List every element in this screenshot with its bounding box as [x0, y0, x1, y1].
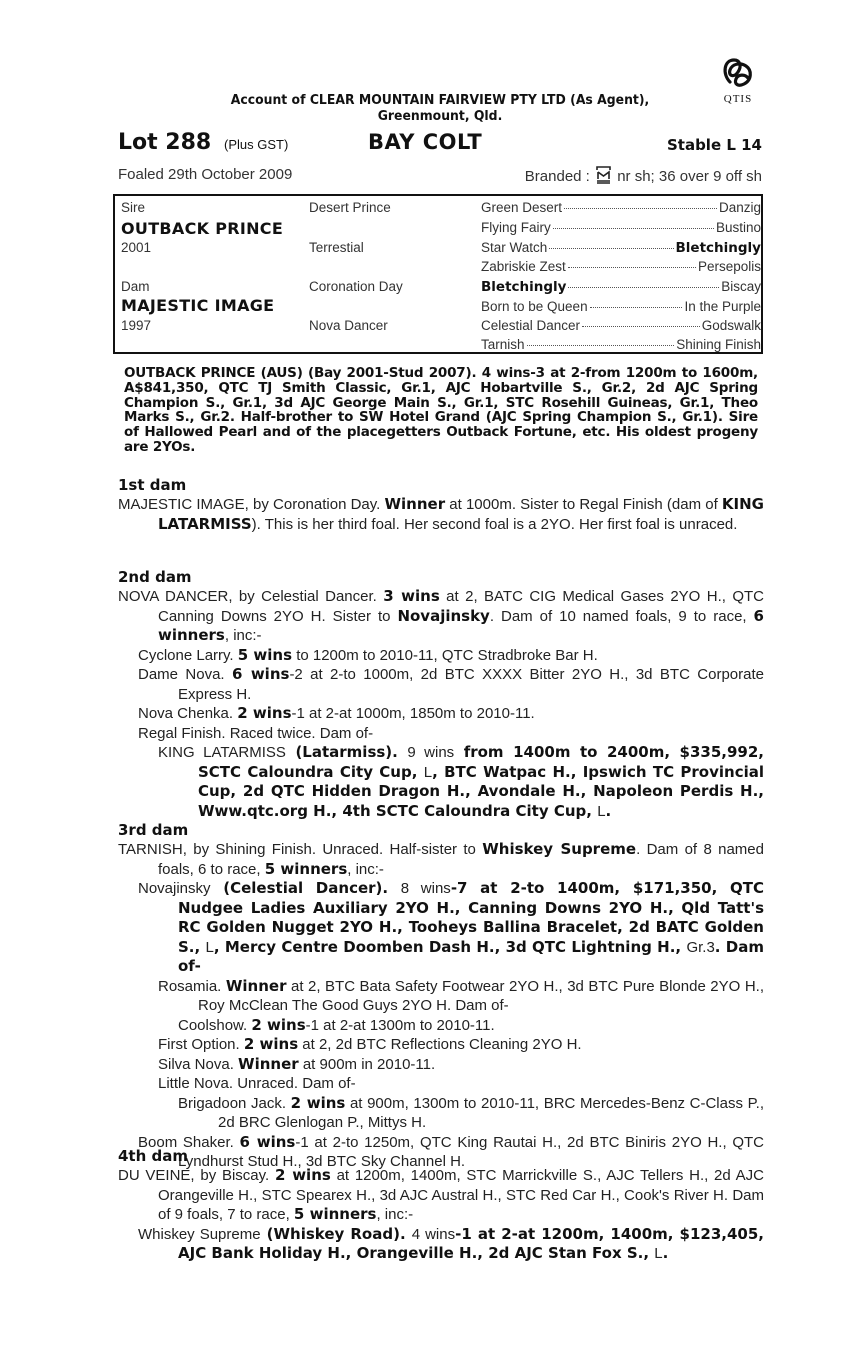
vendor-line-1: Account of CLEAR MOUNTAIN FAIRVIEW PTY LTD (As Agent),: [230, 92, 650, 108]
second-dam-heading: 2nd dam: [118, 568, 192, 586]
text-segment: -1 at 2-at 1000m, 1850m to 2010-11.: [291, 705, 535, 722]
text-segment: -1 at 2-to 1250m, QTC King Rautai H., 2d BTC Biniris 2YO H., QTC Lyndhurst Stud H., 3d BTC Sky Channel H.: [178, 1133, 765, 1170]
text-segment: -1 at 2-at 1300m to 2010-11.: [305, 1016, 495, 1034]
branded-prefix: Branded :: [524, 168, 590, 185]
text-segment: ). This is her third foal. Her second foal is a 2YO. Her first foal is unraced.: [251, 515, 738, 533]
text-segment: L: [597, 802, 606, 820]
lot-header: [118, 130, 764, 160]
ggp-right: Bustino: [715, 220, 761, 235]
text-segment: L: [654, 1245, 663, 1262]
bold-text: . Dam of-: [178, 937, 765, 975]
lot-sex-colour: BAY COLT: [368, 130, 483, 154]
progeny-dame-nova: [118, 665, 764, 704]
second-dam-section: [118, 568, 764, 821]
bold-text: Winner: [225, 976, 287, 995]
dam-dam: Nova Dancer: [309, 318, 388, 333]
ggp-right: Bletchingly: [675, 240, 761, 256]
bold-text: KING LATARMISS: [158, 495, 764, 533]
third-dam-heading: 3rd dam: [118, 821, 189, 839]
dot-leader: [527, 345, 675, 346]
dam-label: Dam: [121, 279, 150, 294]
bold-text: (Celestial Dancer).: [210, 879, 401, 897]
fourth-dam-section: [118, 1147, 764, 1264]
sire-label: Sire: [121, 200, 146, 215]
foaled-date: Foaled 29th October 2009: [118, 166, 293, 183]
text-segment: at 2, BATC CIG Medical Gases 2YO H., QTC Canning Downs 2YO H. Sister to: [158, 588, 764, 625]
ggp-left: Green Desert: [481, 200, 563, 215]
text-segment: Whiskey Supreme: [138, 1225, 261, 1243]
ggp-right: In the Purple: [684, 299, 761, 314]
text-segment: , inc:-: [347, 860, 384, 878]
ggp-left: Zabriskie Zest: [481, 259, 566, 274]
lot-number: Lot 288: [118, 130, 212, 155]
text-segment: Gr.3: [686, 938, 715, 956]
ggp-row: [481, 318, 761, 333]
ggp-row: [481, 220, 761, 235]
ggp-left: Bletchingly: [481, 279, 567, 295]
ggp-row: [481, 279, 761, 295]
progeny-whiskey-supreme: [118, 1225, 764, 1264]
vendor-block: [173, 92, 707, 124]
third-dam-section: [118, 821, 764, 1172]
bold-text: 2 wins: [243, 1035, 299, 1053]
pedigree-table: [113, 194, 763, 354]
text-segment: , inc:-: [224, 627, 262, 644]
text-segment: at 900m in 2010-11.: [298, 1055, 436, 1073]
dot-leader: [564, 208, 717, 209]
bold-text: 2 wins: [251, 1015, 306, 1034]
text-segment: to 1200m to 2010-11, QTC Stradbroke Bar H.: [292, 646, 598, 664]
progeny-little-nova: Little Nova. Unraced. Dam of-: [158, 1075, 356, 1092]
progeny-king-latarmiss: [118, 743, 764, 821]
brand-mark-icon: [596, 166, 611, 184]
bold-text: 3 wins: [383, 587, 440, 605]
bold-text: Winner: [238, 1054, 299, 1073]
third-dam-text: [118, 840, 764, 879]
first-dam-section: [118, 476, 764, 534]
bold-text: (Whiskey Road).: [260, 1224, 412, 1243]
bold-text: 6 wins: [239, 1132, 296, 1151]
text-segment: 8 wins: [400, 880, 451, 897]
progeny-novajinsky: [118, 879, 764, 977]
dam-sire: Coronation Day: [309, 279, 403, 294]
qtis-logo-text: QTIS: [723, 93, 753, 105]
bold-text: -7 at 2-to 1400m, $171,350, QTC Nudgee Ladies Auxiliary 2YO H., Canning Downs 2YO H., Qld Tatt's RC Golden Nugget 2YO H., Tooheys Ballina Bracelet, 2d BATC Golden S.,: [178, 879, 764, 956]
progeny-silva-nova: [118, 1055, 764, 1075]
text-segment: at 900m, 1300m to 2010-11, BRC Mercedes-Benz C-Class P., 2d BRC Glenlogan P., Mittys H.: [218, 1094, 765, 1131]
ggp-left: Celestial Dancer: [481, 318, 581, 333]
ggp-right: Godswalk: [701, 318, 761, 333]
dot-leader: [553, 228, 714, 229]
text-segment: 9 wins: [407, 744, 455, 761]
text-segment: at 1200m, 1400m, STC Marrickville S., AJC Tellers H., 2d AJC Orangeville H., STC Spearex H., 3d AJC Austral H., STC Red Car H., Cook's River H. Dam of 9 foals, 7 to race,: [158, 1167, 765, 1223]
progeny-nova-chenka: [118, 704, 764, 724]
dam-name: MAJESTIC IMAGE: [121, 296, 275, 315]
text-segment: L: [205, 938, 214, 956]
text-segment: Cyclone Larry.: [138, 646, 238, 664]
ggp-row: [481, 240, 761, 256]
text-segment: -2 at 2-to 1000m, 2d BTC XXXX Bitter 2YO H., 3d BTC Corporate Express H.: [178, 666, 764, 703]
text-segment: at 2, 2d BTC Reflections Cleaning 2YO H.: [298, 1036, 582, 1053]
text-segment: KING LATARMISS: [158, 744, 286, 761]
text-segment: at 1000m. Sister to Regal Finish (dam of: [445, 496, 722, 513]
second-dam-text: [118, 587, 764, 646]
bold-text: (Latarmiss).: [285, 743, 408, 761]
bold-text: Whiskey Supreme: [482, 840, 637, 858]
brand-description: [525, 166, 762, 185]
bold-text: Winner: [384, 495, 446, 513]
dot-leader: [568, 287, 719, 288]
ggp-left: Flying Fairy: [481, 220, 551, 235]
progeny-brigadoon-jack: [118, 1094, 764, 1133]
qtis-logo-icon: [718, 52, 758, 92]
text-segment: . Dam of 8 named foals, 6 to race,: [158, 841, 764, 878]
lot-gst-note: (Plus GST): [224, 137, 289, 152]
sire-summary: OUTBACK PRINCE (AUS) (Bay 2001-Stud 2007). 4 wins-3 at 2-from 1200m to 1600m, A$841,350, QTC TJ Smith Classic, Gr.1, AJC Hobartville S., Gr.2, 2d AJC Spring Champion S., Gr.1, 3d AJC George Main S., Gr.1, STC Rosehill Guineas, Gr.1, Theo Marks S., Gr.2. Half-brother to SW Hotel Grand (AJC Spring Champion S., Gr.1). Sire of Hallowed Pearl and of the placegetters Outback Fortune, etc. His oldest progeny are 2YOs.: [124, 365, 758, 455]
progeny-first-option: [118, 1035, 764, 1055]
text-segment: Brigadoon Jack.: [178, 1094, 291, 1112]
dot-leader: [568, 267, 696, 268]
dot-leader: [590, 307, 683, 308]
bold-text: 2 wins: [290, 1093, 346, 1112]
progeny-cyclone-larry: [118, 646, 764, 666]
sire-dam: Terrestial: [309, 240, 364, 255]
progeny-coolshow: [118, 1016, 764, 1036]
sire-year: 2001: [121, 240, 152, 255]
text-segment: TARNISH, by Shining Finish. Unraced. Half-sister to: [118, 841, 483, 858]
text-segment: , inc:-: [376, 1206, 414, 1223]
bold-text: .: [662, 1244, 669, 1262]
ggp-right: Biscay: [721, 279, 761, 294]
ggp-left: Tarnish: [481, 337, 525, 352]
bold-text: 2 wins: [237, 704, 292, 722]
bold-text: from 1400m to 2400m, $335,992, SCTC Caloundra City Cup,: [198, 743, 764, 781]
first-dam-heading: 1st dam: [118, 476, 187, 494]
text-segment: L: [423, 763, 433, 781]
text-segment: Rosamia.: [158, 977, 226, 995]
fourth-dam-heading: 4th dam: [118, 1147, 188, 1165]
bold-text: -1 at 2-at 1200m, 1400m, $123,405, AJC Bank Holiday H., Orangeville H., 2d AJC Stan Fox S.,: [178, 1224, 764, 1262]
bold-text: , BTC Watpac H., Ipswich TC Provincial Cup, 2d QTC Hidden Dragon H., Avondale H., Napoleon Perdis H., Www.qtc.org H., 4th SCTC Caloundra City Cup,: [198, 762, 764, 820]
bold-text: Novajinsky: [397, 606, 490, 625]
text-segment: Novajinsky: [138, 880, 211, 897]
ggp-right: Danzig: [718, 200, 761, 215]
bold-text: 5 wins: [237, 645, 293, 664]
ggp-left: Born to be Queen: [481, 299, 588, 314]
bold-text: 5 winners: [293, 1205, 377, 1223]
bold-text: .: [605, 801, 612, 820]
bold-text: 5 winners: [264, 859, 348, 878]
dam-year: 1997: [121, 318, 152, 333]
ggp-row: [481, 200, 761, 215]
ggp-row: [481, 259, 761, 274]
dot-leader: [549, 248, 673, 249]
branded-suffix: nr sh; 36 over 9 off sh: [617, 168, 762, 185]
text-segment: Dame Nova.: [138, 666, 232, 683]
text-segment: Boom Shaker.: [138, 1133, 240, 1151]
vendor-line-2: Greenmount, Qld.: [377, 108, 503, 124]
sire-name: OUTBACK PRINCE: [121, 219, 284, 238]
text-segment: 4 wins: [411, 1225, 456, 1243]
ggp-left: Star Watch: [481, 240, 548, 255]
first-dam-text: [118, 495, 764, 534]
ggp-right: Persepolis: [697, 259, 761, 274]
text-segment: NOVA DANCER, by Celestial Dancer.: [118, 588, 384, 605]
text-segment: First Option.: [158, 1036, 244, 1053]
ggp-row: [481, 337, 761, 352]
ggp-right: Shining Finish: [676, 337, 761, 352]
text-segment: Coolshow.: [178, 1016, 252, 1034]
bold-text: 6 wins: [231, 665, 290, 683]
bold-text: 6 winners: [158, 606, 764, 644]
bold-text: 2 wins: [274, 1166, 331, 1184]
qtis-logo: [714, 52, 762, 105]
text-segment: DU VEINE, by Biscay.: [118, 1167, 275, 1184]
text-segment: MAJESTIC IMAGE, by Coronation Day.: [118, 496, 385, 513]
progeny-rosamia: [118, 977, 764, 1016]
text-segment: Silva Nova.: [158, 1055, 239, 1073]
progeny-regal-finish: Regal Finish. Raced twice. Dam of-: [138, 724, 374, 742]
text-segment: Nova Chenka.: [138, 705, 238, 722]
text-segment: at 2, BTC Bata Safety Footwear 2YO H., 3d BTC Pure Blonde 2YO H., Roy McClean The Good Guys 2YO H. Dam of-: [198, 977, 764, 1014]
fourth-dam-text: [118, 1166, 764, 1225]
ggp-row: [481, 299, 761, 314]
dot-leader: [582, 326, 700, 327]
bold-text: , Mercy Centre Doomben Dash H., 3d QTC Lightning H.,: [213, 937, 687, 956]
stable-location: Stable L 14: [666, 136, 762, 154]
text-segment: . Dam of 10 named foals, 9 to race,: [489, 607, 754, 625]
sire-sire: Desert Prince: [309, 200, 391, 215]
